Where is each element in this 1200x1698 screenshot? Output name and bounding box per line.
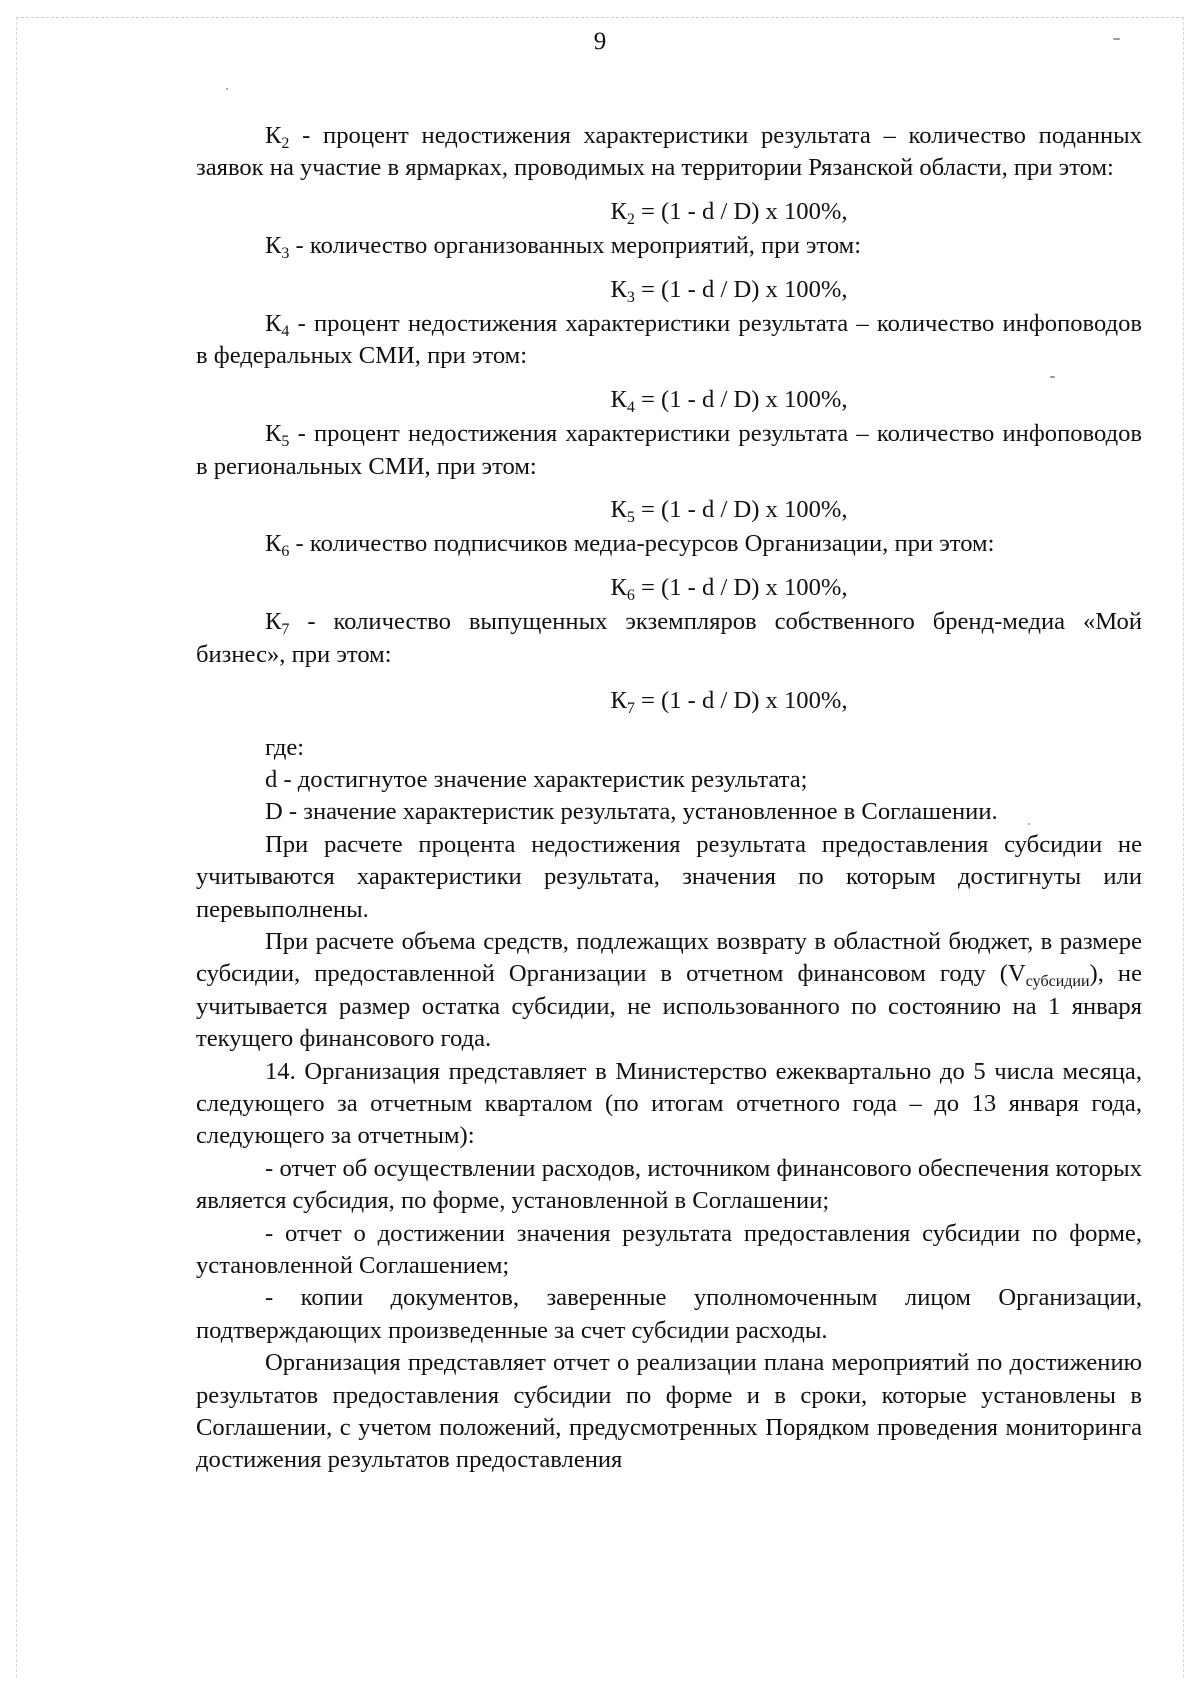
text: - процент недостижения характеристики результата – количество инфоповодов в федеральных СМИ, при этом: <box>196 310 1142 370</box>
scan-border-right <box>1183 17 1184 1677</box>
text: - отчет об осуществлении расходов, источником финансового обеспечения которых является субсидия, по форме, установленной в Соглашении; <box>196 1154 1142 1215</box>
scan-speck <box>1113 38 1120 40</box>
symbol: К <box>610 385 627 413</box>
text: - процент недостижения характеристики результата – количество поданных заявок на участие в ярмарках, проводимых на территории Рязанской области, при этом: <box>196 122 1142 182</box>
text: = (1 - d / D) x 100%, <box>634 385 848 413</box>
page-number: 9 <box>593 28 607 55</box>
text: 14. Организация представляет в Министерство ежеквартально до 5 числа месяца, следующего за отчетным кварталом (по итогам отчетного года – до 13 января года, следующего за отчетным): <box>196 1057 1142 1150</box>
paragraph <box>196 1347 1142 1477</box>
text: = (1 - d / D) x 100%, <box>634 573 848 601</box>
symbol: К <box>265 310 282 338</box>
text: = (1 - d / D) x 100%, <box>634 275 848 303</box>
paragraph <box>196 1056 1142 1153</box>
symbol: К <box>265 420 282 448</box>
text: = (1 - d / D) x 100%, <box>634 197 848 225</box>
text-tail: ), не учитывается размер остатка субсидии, не использованного по состоянию на 1 января текущего финансового года. <box>196 960 1142 1053</box>
symbol: К <box>610 197 627 225</box>
paragraph <box>196 230 1142 262</box>
formula <box>196 671 1142 731</box>
paragraph <box>196 1153 1142 1218</box>
paragraph <box>196 926 1142 1056</box>
text: d - достигнутое значение характеристик результата; <box>265 765 808 793</box>
text: - количество выпущенных экземпляров собственного бренд-медиа «Мой бизнес», при этом: <box>196 608 1142 668</box>
scan-border-left <box>16 17 17 1677</box>
symbol-subscript: 5 <box>626 509 635 527</box>
scan-speck <box>226 88 228 90</box>
symbol: К <box>610 275 627 303</box>
text: = (1 - d / D) x 100%, <box>634 496 848 524</box>
symbol-subscript: 7 <box>626 700 635 718</box>
text: - отчет о достижении значения результата предоставления субсидии по форме, установленной Соглашением; <box>196 1219 1142 1279</box>
formula <box>196 373 1142 418</box>
symbol-subscript: 3 <box>281 245 290 263</box>
text: - количество подписчиков медиа-ресурсов Организации, при этом: <box>289 530 995 558</box>
symbol-subscript: 2 <box>281 135 290 152</box>
symbol-subscript: 2 <box>626 210 635 228</box>
formula <box>196 185 1142 230</box>
symbol: К <box>610 687 627 715</box>
scan-speck <box>1028 823 1030 825</box>
scan-border-top <box>16 17 1184 18</box>
symbol-subscript: 4 <box>281 323 290 341</box>
paragraph <box>196 120 1142 185</box>
symbol: К <box>610 573 627 601</box>
symbol: К <box>265 232 282 260</box>
symbol-subscript: 5 <box>281 433 290 451</box>
text-line <box>196 796 1142 828</box>
paragraph <box>196 606 1142 671</box>
symbol: К <box>265 530 282 558</box>
paragraph <box>196 308 1142 373</box>
text: При расчете процента недостижения результата предоставления субсидии не учитываются характеристики результата, значения по которым достигнуты или перевыполнены. <box>196 830 1142 923</box>
text: - процент недостижения характеристики результата – количество инфоповодов в региональных СМИ, при этом: <box>196 420 1142 480</box>
symbol-subscript: 6 <box>281 543 290 561</box>
symbol-subscript: 3 <box>626 288 635 306</box>
formula <box>196 483 1142 528</box>
paragraph <box>196 829 1142 926</box>
text: где: <box>265 733 305 761</box>
text: D - значение характеристик результата, установленное в Соглашении. <box>265 798 998 826</box>
symbol: К <box>610 496 627 524</box>
paragraph <box>196 418 1142 483</box>
paragraph <box>196 1218 1142 1283</box>
formula <box>196 561 1142 606</box>
text: При расчете объема средств, подлежащих возврату в областной бюджет, в размере субсидии, предоставленной Организации в отчетном финансовом году (V <box>196 927 1142 988</box>
symbol-subscript: 4 <box>626 398 635 416</box>
text-line <box>196 732 1142 764</box>
symbol-subscript: 7 <box>281 621 290 639</box>
text: - копии документов, заверенные уполномоченным лицом Организации, подтверждающих произведенные за счет субсидии расходы. <box>196 1284 1142 1344</box>
text: - количество организованных мероприятий, при этом: <box>289 232 862 260</box>
symbol: К <box>265 608 282 636</box>
text-line <box>196 764 1142 796</box>
paragraph <box>196 528 1142 560</box>
subscript: субсидии <box>1025 973 1090 991</box>
text: Организация представляет отчет о реализации плана мероприятий по достижению результатов предоставления субсидии по форме и в сроки, которые установлены в Соглашении, с учетом положений, предусмотренных Порядком проведения мониторинга достижения результатов предоставления <box>196 1349 1142 1474</box>
document-body <box>196 120 1142 1477</box>
text: = (1 - d / D) x 100%, <box>634 687 848 715</box>
formula <box>196 263 1142 308</box>
scan-speck <box>1050 376 1055 378</box>
symbol: К <box>265 122 282 149</box>
paragraph <box>196 1282 1142 1347</box>
symbol-subscript: 6 <box>626 586 635 604</box>
